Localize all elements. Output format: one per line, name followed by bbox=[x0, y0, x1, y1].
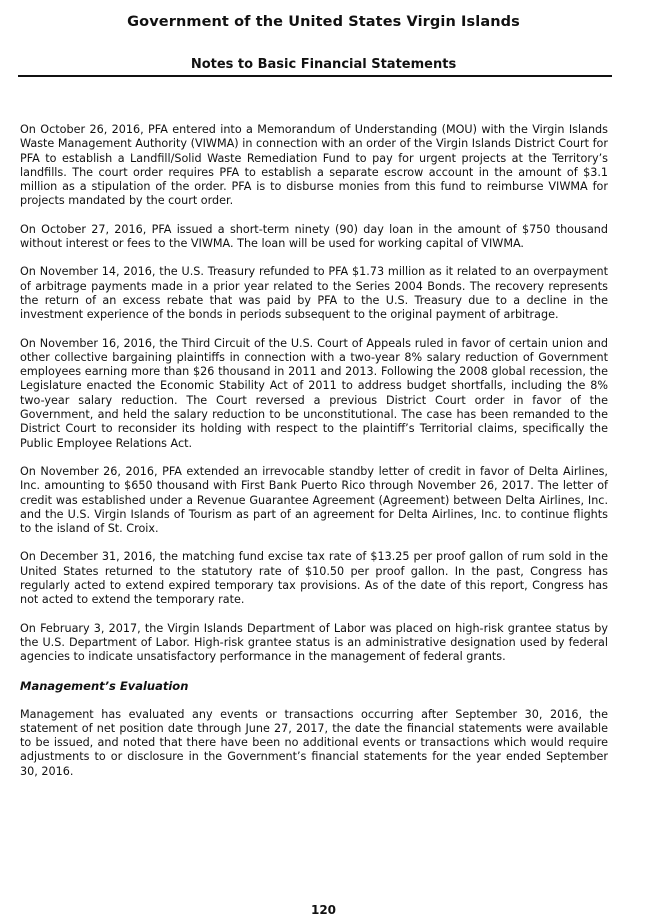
paragraph-high-risk-grantee: On February 3, 2017, the Virgin Islands Department of Labor was placed on high-risk grantee status by the U.S. Department of Labor. High-risk grantee status is an administrative designation used by federal agencies to indicate unsatisfactory performance in the management of federal grants. bbox=[20, 621, 608, 664]
notes-body bbox=[20, 123, 608, 793]
paragraph-management-evaluation: Management has evaluated any events or transactions occurring after September 30, 2016, the statement of net position date through June 27, 2017, the date the financial statements were available to be issued, and noted that there have been no additional events or transactions which would require adjustments to or disclosure in the Government’s financial statements for the year ended September 30, 2016. bbox=[20, 707, 608, 778]
paragraph-letter-of-credit: On November 26, 2016, PFA extended an irrevocable standby letter of credit in favor of Delta Airlines, Inc. amounting to $650 thousand with First Bank Puerto Rico through November 26, 2017. The letter of credit was established under a Revenue Guarantee Agreement (Agreement) between Delta Airlines, Inc. and the U.S. Virgin Islands of Tourism as part of an agreement for Delta Airlines, Inc. to continue flights to the island of St. Croix. bbox=[20, 464, 608, 536]
paragraph-treasury-refund: On November 14, 2016, the U.S. Treasury refunded to PFA $1.73 million as it related to an overpayment of arbitrage payments made in a prior year related to the Series 2004 Bonds. The recovery represents the return of an excess rebate that was paid by PFA to the U.S. Treasury due to a decline in the investment experience of the bonds in periods subsequent to the original payment of arbitrage. bbox=[20, 265, 608, 322]
paragraph-court-ruling: On November 16, 2016, the Third Circuit of the U.S. Court of Appeals ruled in favor of certain union and other collective bargaining plaintiffs in connection with a two-year 8% salary reduction of Government employees earning more than $26 thousand in 2011 and 2013. Following the 2008 global recession, the Legislature enacted the Economic Stability Act of 2011 to address budget shortfalls, including the 8% two-year salary reduction. The Court reversed a previous District Court order in favor of the Government, and held the salary reduction to be unconstitutional. The case has been remanded to the District Court to reconsider its holding with respect to the plaintiff’s Territorial claims, specifically the Public Employee Relations Act. bbox=[20, 336, 608, 450]
paragraph-mou-viwma: On October 26, 2016, PFA entered into a Memorandum of Understanding (MOU) with the Virgin Islands Waste Management Authority (VIWMA) in connection with an order of the Virgin Islands District Court for PFA to establish a Landfill/Solid Waste Remediation Fund to pay for urgent projects at the Territory’s landfills. The court order requires PFA to establish a separate escrow account in the amount of $3.1 million as a stipulation of the order. PFA is to disburse monies from this fund to reimburse VIWMA for projects mandated by the court order. bbox=[20, 123, 608, 208]
page-header bbox=[0, 14, 647, 30]
paragraph-excise-tax: On December 31, 2016, the matching fund excise tax rate of $13.25 per proof gallon of rum sold in the United States returned to the statutory rate of $10.50 per proof gallon. In the past, Congress has regularly acted to extend expired temporary tax provisions. As of the date of this report, Congress has not acted to extend the temporary rate. bbox=[20, 550, 608, 607]
page-number: 120 bbox=[310, 903, 337, 917]
paragraph-short-term-loan: On October 27, 2016, PFA issued a short-term ninety (90) day loan in the amount of $750 thousand without interest or fees to the VIWMA. The loan will be used for working capital of VIWMA. bbox=[20, 222, 608, 251]
document-title: Government of the United States Virgin Islands bbox=[127, 14, 520, 30]
document-subtitle: Notes to Basic Financial Statements bbox=[190, 57, 457, 72]
header-divider bbox=[18, 75, 612, 77]
section-heading-management-evaluation: Management’s Evaluation bbox=[20, 678, 189, 693]
